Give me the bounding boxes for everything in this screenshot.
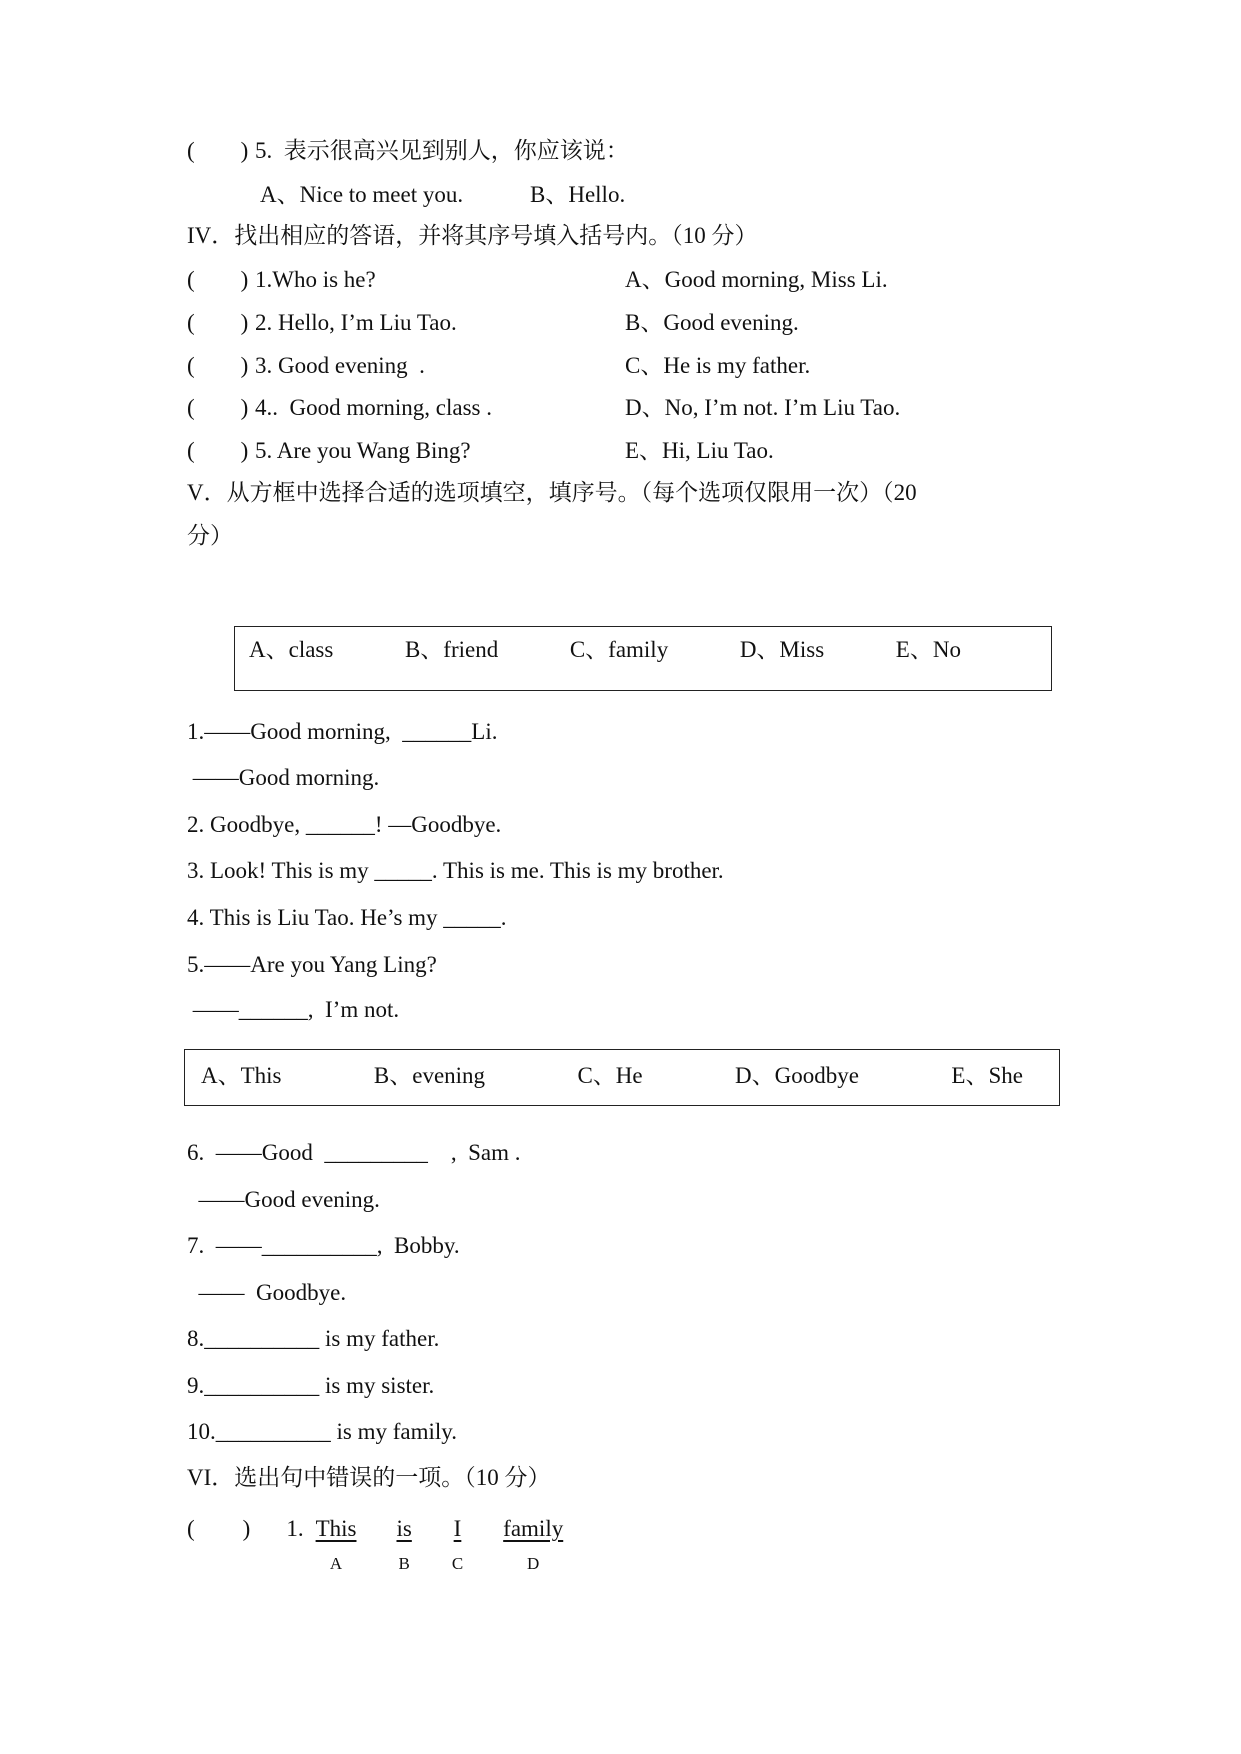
s4-question-3: 3. Good evening .	[255, 353, 425, 378]
s5-item-9: 9.__________ is my sister.	[187, 1373, 435, 1398]
answer-paren: ( )	[187, 438, 249, 463]
s4-answer-e: E、Hi, Liu Tao.	[625, 438, 774, 463]
box1-option-d: D、Miss	[739, 637, 825, 662]
box1-option-c: C、family	[569, 637, 669, 662]
s5-item-6: 6. ——Good _________ , Sam .	[187, 1140, 521, 1165]
s6-label-d: D	[527, 1554, 540, 1573]
s4-row-5	[187, 436, 774, 466]
s6-word-d: family	[503, 1516, 564, 1541]
section5-heading: V．从方框中选择合适的选项填空，填序号。（每个选项仅限用一次）（20	[187, 480, 917, 505]
prev-question-stem	[187, 136, 629, 166]
s6-label-c: C	[451, 1554, 464, 1573]
option-a: A、Nice to meet you.	[260, 182, 464, 207]
section6-heading: VI．选出句中错误的一项。（10 分）	[187, 1465, 551, 1490]
s4-answer-b: B、Good evening.	[625, 310, 799, 335]
box2-option-d: D、Goodbye	[735, 1063, 859, 1088]
s5-item-1-reply: ——Good morning.	[187, 765, 380, 790]
s6-word-a: This	[315, 1516, 357, 1541]
s4-row-4	[187, 393, 900, 423]
s4-row-2	[187, 308, 799, 338]
s6-question-1	[187, 1514, 603, 1574]
box2-option-c: C、He	[577, 1063, 643, 1088]
s5-item-7: 7. ——__________, Bobby.	[187, 1233, 460, 1258]
s5-item-10: 10.__________ is my family.	[187, 1419, 458, 1444]
s5-item-5-reply: ——______, I’m not.	[187, 997, 400, 1022]
s4-answer-d: D、No, I’m not. I’m Liu Tao.	[625, 395, 901, 420]
s5-item-4: 4. This is Liu Tao. He’s my _____.	[187, 905, 507, 930]
s6-option-d	[503, 1514, 563, 1574]
answer-paren: ( )	[187, 310, 249, 335]
s5-item-1: 1.——Good morning, ______Li.	[187, 719, 498, 744]
s4-answer-a: A、Good morning, Miss Li.	[625, 267, 888, 292]
box2-option-b: B、evening	[373, 1063, 486, 1088]
answer-paren: ( )	[187, 267, 249, 292]
s6-word-c: I	[453, 1516, 462, 1541]
s5-item-6-reply: ——Good evening.	[187, 1187, 380, 1212]
answer-paren: ( )	[187, 395, 249, 420]
answer-paren: ( )	[187, 138, 249, 163]
s4-question-1: 1.Who is he?	[255, 267, 376, 292]
s6-number: 1.	[286, 1516, 304, 1541]
s6-label-b: B	[398, 1554, 410, 1573]
s4-row-1	[187, 265, 888, 295]
answer-paren: ( )	[187, 353, 249, 378]
s6-option-c	[452, 1514, 463, 1574]
s5-item-2: 2. Goodbye, ______! —Goodbye.	[187, 812, 502, 837]
s6-option-b	[396, 1514, 411, 1574]
word-box-1	[234, 626, 1052, 691]
section5-heading-cont: 分）	[187, 523, 233, 548]
s4-question-5: 5. Are you Wang Bing?	[255, 438, 471, 463]
s6-option-a	[316, 1514, 357, 1574]
section4-heading: IV．找出相应的答语，并将其序号填入括号内。（10 分）	[187, 223, 758, 248]
question-text: 5. 表示很高兴见到别人，你应该说：	[255, 138, 629, 163]
s5-item-7-reply: —— Goodbye.	[187, 1280, 347, 1305]
s4-question-2: 2. Hello, I’m Liu Tao.	[255, 310, 457, 335]
box1-option-b: B、friend	[404, 637, 499, 662]
s4-question-4: 4.. Good morning, class .	[255, 395, 493, 420]
s4-row-3	[187, 351, 810, 381]
s5-item-5: 5.——Are you Yang Ling?	[187, 952, 437, 977]
box2-option-a: A、This	[201, 1063, 282, 1088]
paren-open: (	[187, 1516, 195, 1541]
s5-item-8: 8.__________ is my father.	[187, 1326, 440, 1351]
box1-option-e: E、No	[895, 637, 961, 662]
option-b: B、Hello.	[530, 182, 626, 207]
s6-label-a: A	[329, 1554, 343, 1573]
s5-item-3: 3. Look! This is my _____. This is me. This is my brother.	[187, 858, 724, 883]
s6-word-b: is	[396, 1516, 412, 1541]
word-box-2	[184, 1049, 1060, 1106]
s4-answer-c: C、He is my father.	[625, 353, 811, 378]
box1-option-a: A、class	[249, 637, 334, 662]
paren-close: )	[242, 1516, 251, 1541]
box2-option-e: E、She	[951, 1063, 1023, 1088]
